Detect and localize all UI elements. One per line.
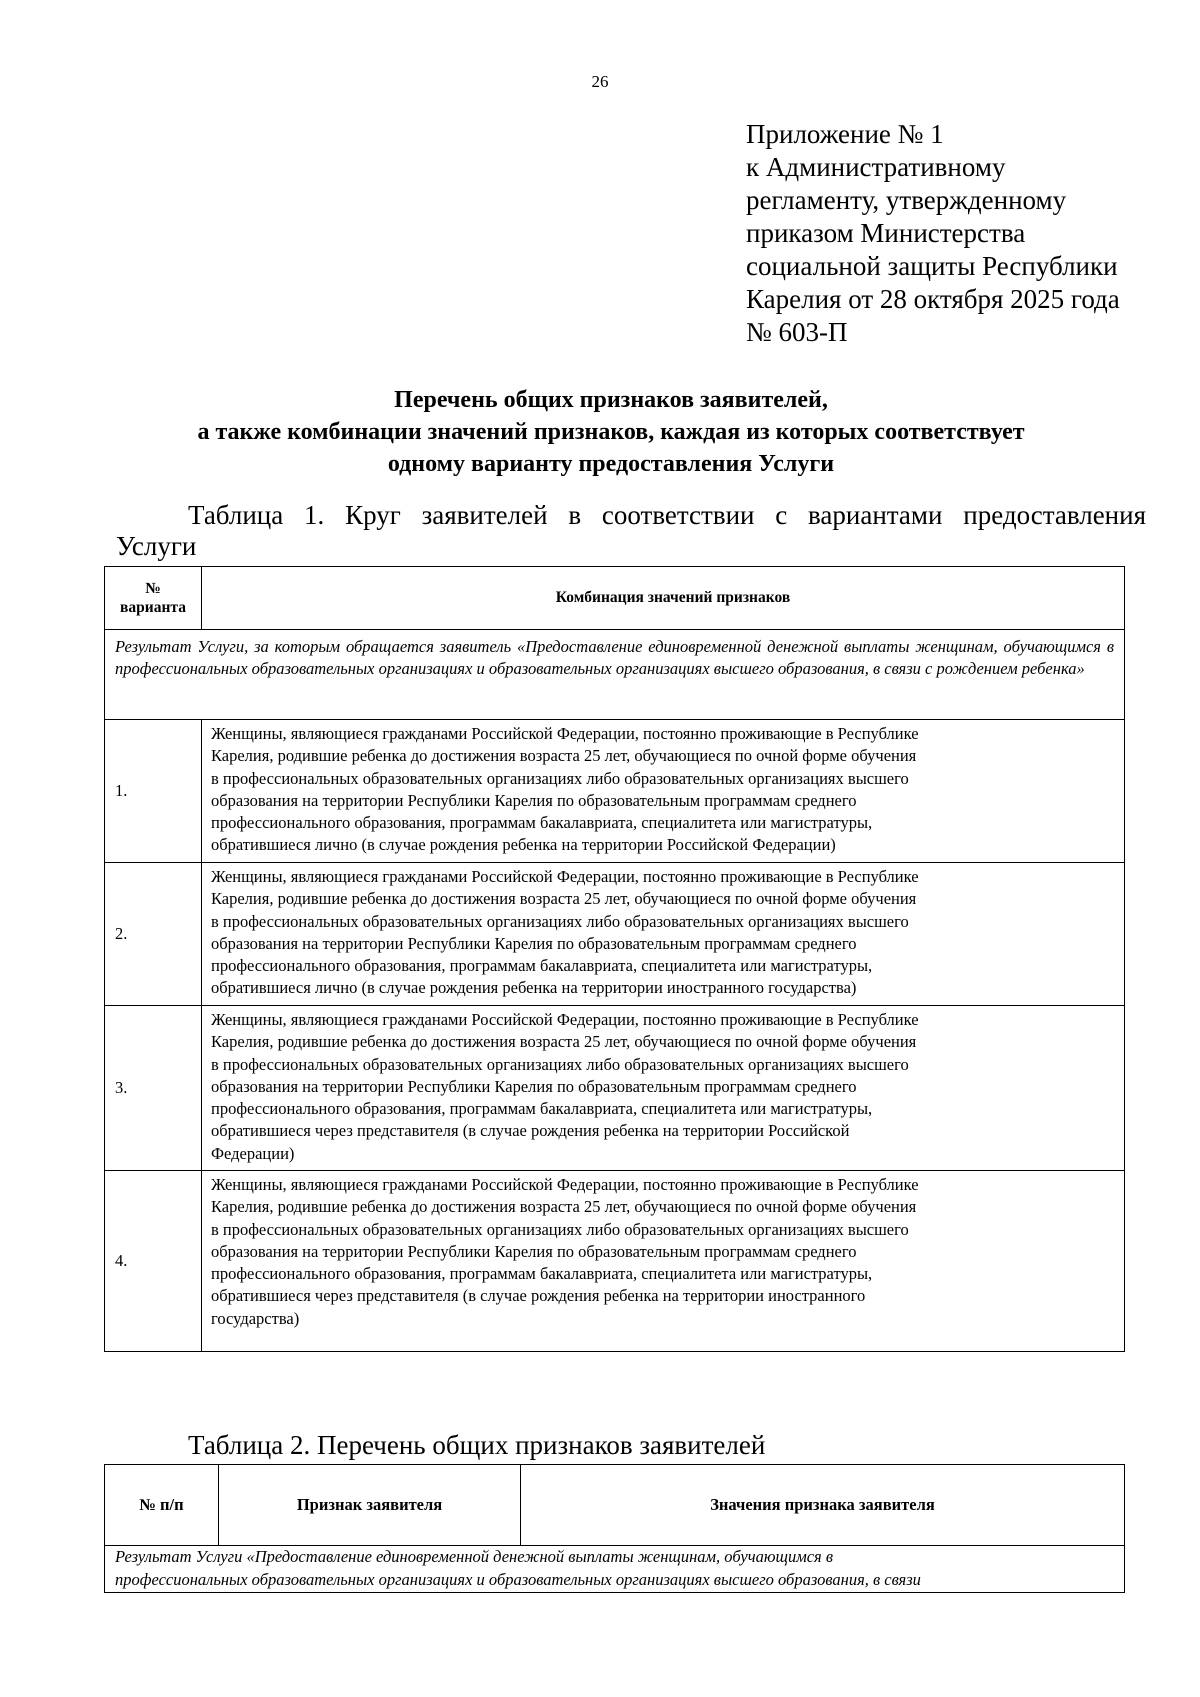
header-attribute: Признак заявителя — [219, 1465, 521, 1546]
title-line: одному варианту предоставления Услуги — [387, 451, 835, 477]
text-line: Карелия, родившие ребенка до достижения возраста 25 лет, обучающиеся по очной форме обучения — [211, 889, 917, 909]
text-line: в профессиональных образовательных организациях либо образовательных организациях высшего — [211, 1219, 909, 1239]
annex-line: приказом Министерства — [746, 218, 1026, 248]
page-number: 26 — [591, 72, 609, 91]
text-line: профессионального образования, программам бакалавриата, специалитета или магистратуры, — [211, 1264, 873, 1284]
document-title — [110, 384, 1112, 480]
table-row — [105, 1171, 1125, 1352]
text-line: обратившиеся через представителя (в случае рождения ребенка на территории Российской — [211, 1121, 850, 1141]
text-line: Карелия, родившие ребенка до достижения возраста 25 лет, обучающиеся по очной форме обучения — [211, 1197, 917, 1217]
header-values: Значения признака заявителя — [521, 1465, 1125, 1546]
header-variant-number — [105, 567, 202, 630]
table-header-row — [105, 567, 1125, 630]
text-line: Женщины, являющиеся гражданами Российской Федерации, постоянно проживающие в Республике — [211, 1175, 919, 1194]
variant-description — [202, 1171, 1125, 1352]
annex-line: Приложение № 1 — [746, 119, 944, 149]
text-line: профессионального образования, программам бакалавриата, специалитета или магистратуры, — [211, 813, 873, 833]
text-line: образования на территории Республики Карелия по образовательным программам среднего — [211, 1241, 857, 1261]
result-row — [105, 1546, 1125, 1593]
table-row — [105, 863, 1125, 1006]
text-line: образования на территории Республики Карелия по образовательным программам среднего — [211, 790, 857, 810]
header-number-label: варианта — [120, 599, 186, 616]
result-cell — [105, 1546, 1125, 1593]
annex-line: регламенту, утвержденному — [746, 185, 1067, 215]
text-line: профессионального образования, программам бакалавриата, специалитета или магистратуры, — [211, 1099, 873, 1119]
text-line: образования на территории Республики Карелия по образовательным программам среднего — [211, 933, 857, 953]
text-line: в профессиональных образовательных организациях либо образовательных организациях высшего — [211, 768, 909, 788]
variant-number: 4. — [105, 1171, 202, 1352]
applicant-attributes-table — [104, 1464, 1125, 1593]
variant-number: 3. — [105, 1006, 202, 1171]
text-line: Женщины, являющиеся гражданами Российской Федерации, постоянно проживающие в Республике — [211, 724, 919, 743]
title-line: а также комбинации значений признаков, каждая из которых соответствует — [197, 419, 1025, 445]
table1-caption: Таблица 1. Круг заявителей в соответствии с вариантами предоставления — [188, 500, 1146, 530]
variant-description — [202, 720, 1125, 863]
annex-line: № 603-П — [746, 317, 848, 347]
result-cell — [105, 630, 1125, 720]
text-line: профессиональных образовательных организациях и образовательных организациях высшего образования, в связи — [115, 1569, 921, 1589]
variant-description — [202, 863, 1125, 1006]
table-row — [105, 1006, 1125, 1171]
text-line: Женщины, являющиеся гражданами Российской Федерации, постоянно проживающие в Республике — [211, 1010, 919, 1029]
text-line: образования на территории Республики Карелия по образовательным программам среднего — [211, 1076, 857, 1096]
table-row — [105, 720, 1125, 863]
text-line: Карелия, родившие ребенка до достижения возраста 25 лет, обучающиеся по очной форме обучения — [211, 1032, 917, 1052]
title-line: Перечень общих признаков заявителей, — [394, 387, 828, 413]
text-line: Результат Услуги «Предоставление единовременной денежной выплаты женщинам, обучающимся в — [115, 1547, 834, 1566]
variant-description — [202, 1006, 1125, 1171]
annex-block — [746, 118, 1166, 349]
table1-caption-continued: Услуги — [116, 531, 197, 561]
variant-number: 1. — [105, 720, 202, 863]
header-number-sign: № — [145, 580, 161, 597]
text-line: обратившиеся лично (в случае рождения ребенка на территории Российской Федерации) — [211, 835, 836, 855]
text-line: государства) — [211, 1308, 300, 1328]
text-line: обратившиеся лично (в случае рождения ребенка на территории иностранного государства) — [211, 978, 857, 998]
result-row — [105, 630, 1125, 720]
annex-line: Карелия от 28 октября 2025 года — [746, 284, 1120, 314]
text-line: Федерации) — [211, 1143, 295, 1163]
table2-caption: Таблица 2. Перечень общих признаков заявителей — [188, 1430, 766, 1460]
annex-line: социальной защиты Республики — [746, 251, 1118, 281]
annex-line: к Административному — [746, 152, 1006, 182]
result-text: Результат Услуги, за которым обращается заявитель «Предоставление единовременной денежной выплаты женщинам, обучающимся в профессиональных образовательных организациях и образовательных организациях высшего образования, в связи с рождением ребенка» — [115, 637, 1114, 678]
applicants-variants-table — [104, 566, 1125, 1352]
text-line: Женщины, являющиеся гражданами Российской Федерации, постоянно проживающие в Республике — [211, 867, 919, 886]
text-line: в профессиональных образовательных организациях либо образовательных организациях высшего — [211, 911, 909, 931]
table-header-row — [105, 1465, 1125, 1546]
header-combination: Комбинация значений признаков — [202, 567, 1125, 630]
text-line: обратившиеся через представителя (в случае рождения ребенка на территории иностранного — [211, 1286, 866, 1306]
text-line: в профессиональных образовательных организациях либо образовательных организациях высшего — [211, 1054, 909, 1074]
header-number: № п/п — [105, 1465, 219, 1546]
text-line: профессионального образования, программам бакалавриата, специалитета или магистратуры, — [211, 956, 873, 976]
text-line: Карелия, родившие ребенка до достижения возраста 25 лет, обучающиеся по очной форме обучения — [211, 746, 917, 766]
variant-number: 2. — [105, 863, 202, 1006]
